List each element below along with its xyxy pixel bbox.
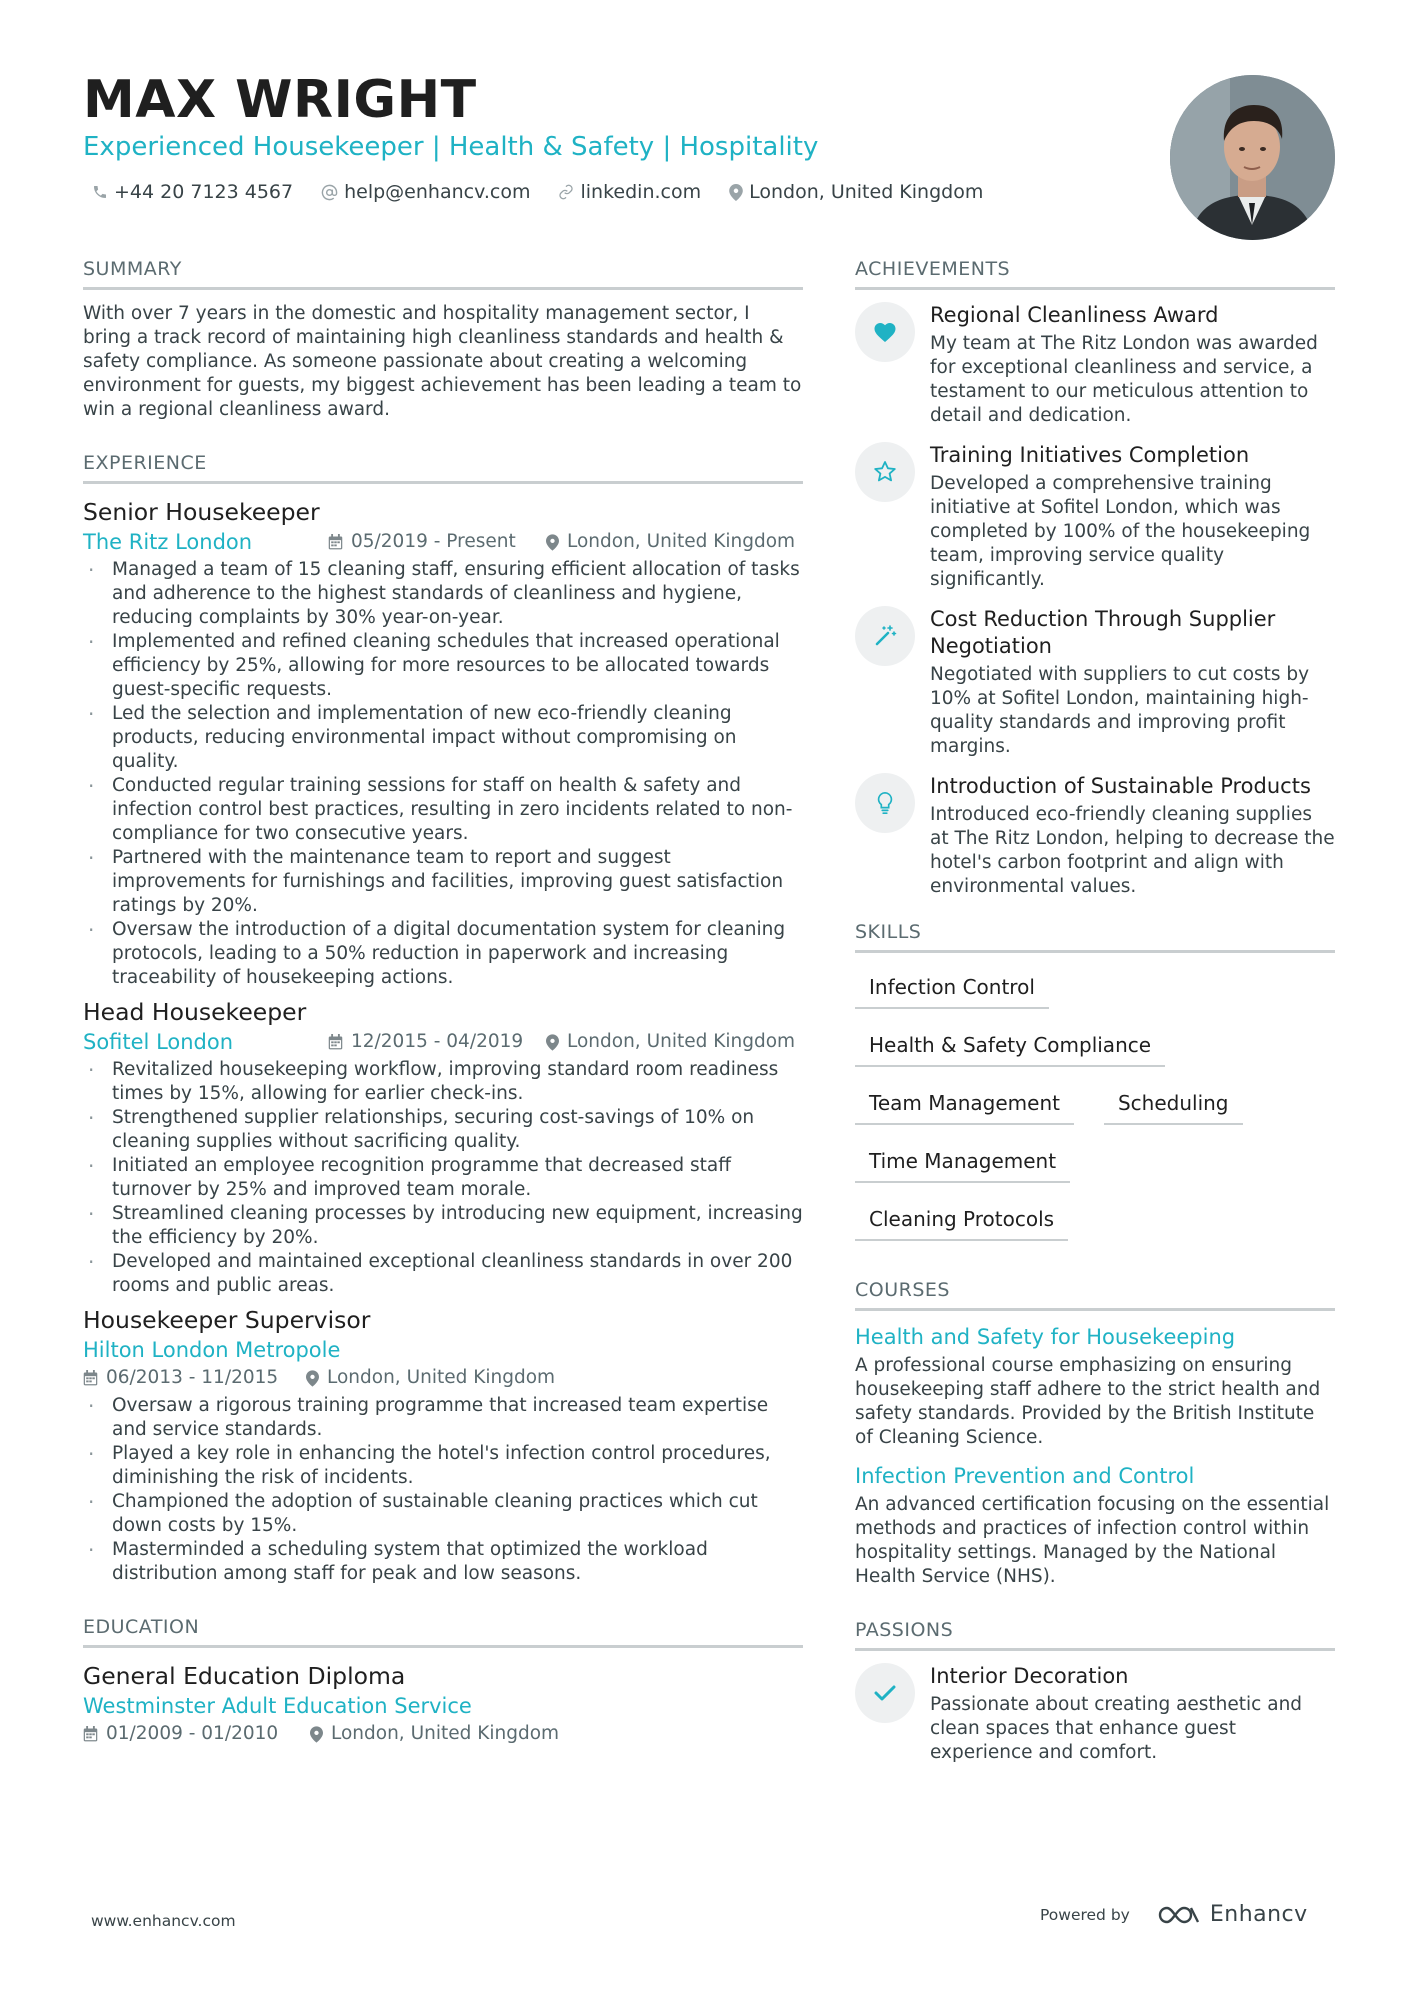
list-item: · Initiated an employee recognition programme that decreased staff turnover by 25% and improved team morale. xyxy=(83,1154,803,1202)
calendar-icon xyxy=(83,1370,98,1386)
achievement-icon-badge xyxy=(855,606,915,666)
list-item: · Conducted regular training sessions for staff on health & safety and infection control best practices, resulting in zero incidents related to non-compliance for two consecutive years. xyxy=(83,774,803,846)
avatar xyxy=(1170,75,1335,240)
achievements-heading: ACHIEVEMENTS xyxy=(855,256,1335,290)
right-column xyxy=(855,256,1335,1779)
achievement-icon-badge xyxy=(855,773,915,833)
calendar-icon xyxy=(83,1726,98,1742)
skills-section xyxy=(855,919,1335,1255)
location-pin-icon xyxy=(546,1034,559,1051)
summary-heading: SUMMARY xyxy=(83,256,803,290)
achievement-item xyxy=(855,442,1335,592)
brand-name: Enhancv xyxy=(1209,1902,1308,1927)
achievement-item xyxy=(855,302,1335,428)
phone-text: +44 20 7123 4567 xyxy=(114,181,294,203)
passions-section xyxy=(855,1617,1335,1765)
footer-website[interactable]: www.enhancv.com xyxy=(91,1912,236,1930)
list-item: · Managed a team of 15 cleaning staff, ensuring efficient allocation of tasks and adherence to the highest standards of cleanliness and hygiene, reducing complaints by 30% year-on-year. xyxy=(83,558,803,630)
passion-item xyxy=(855,1663,1335,1765)
skill-tag: Time Management xyxy=(855,1139,1070,1183)
contact-location xyxy=(729,181,983,203)
list-item: · Streamlined cleaning processes by introducing new equipment, increasing the efficiency by 20%. xyxy=(83,1202,803,1250)
job-dates xyxy=(328,528,546,556)
job-bullets xyxy=(83,558,803,990)
list-item: · Masterminded a scheduling system that optimized the workload distribution among staff for peak and low seasons. xyxy=(83,1538,803,1586)
passions-heading: PASSIONS xyxy=(855,1617,1335,1651)
achievement-title: Introduction of Sustainable Products xyxy=(930,774,1311,798)
job-meta xyxy=(83,1336,803,1364)
job-location xyxy=(546,1028,795,1056)
achievements-section xyxy=(855,256,1335,899)
passion-title: Interior Decoration xyxy=(930,1664,1129,1688)
achievement-body xyxy=(930,442,1335,592)
job-dates-text: 12/2015 - 04/2019 xyxy=(351,1031,524,1052)
star-icon xyxy=(873,460,897,484)
job-entry xyxy=(83,1304,803,1586)
location-pin-icon xyxy=(729,184,743,201)
phone-icon xyxy=(92,184,108,200)
passion-icon-badge xyxy=(855,1663,915,1723)
achievement-title: Regional Cleanliness Award xyxy=(930,303,1219,327)
achievement-item xyxy=(855,606,1335,759)
achievement-icon-badge xyxy=(855,442,915,502)
course-item xyxy=(855,1462,1335,1589)
list-item: · Oversaw a rigorous training programme that increased team expertise and service standards. xyxy=(83,1394,803,1442)
magic-wand-icon xyxy=(873,624,897,648)
skills-heading: SKILLS xyxy=(855,919,1335,953)
passion-desc: Passionate about creating aesthetic and clean spaces that enhance guest experience and comfort. xyxy=(930,1694,1303,1763)
skill-tag: Team Management xyxy=(855,1081,1074,1125)
enhancv-logo-icon xyxy=(1156,1903,1202,1927)
job-location-text: London, United Kingdom xyxy=(567,531,796,552)
skill-tag: Scheduling xyxy=(1104,1081,1243,1125)
experience-section xyxy=(83,450,803,1586)
course-title: Infection Prevention and Control xyxy=(855,1464,1195,1488)
skill-tag: Infection Control xyxy=(855,965,1049,1009)
location-pin-icon xyxy=(306,1370,319,1387)
heart-icon xyxy=(873,321,897,343)
location-pin-icon xyxy=(546,534,559,551)
linkedin-text: linkedin.com xyxy=(580,181,702,203)
contact-phone[interactable] xyxy=(92,181,293,203)
education-dates xyxy=(83,1720,310,1748)
job-company: The Ritz London xyxy=(83,530,253,554)
education-meta xyxy=(83,1720,803,1748)
at-sign-icon xyxy=(321,184,338,201)
job-bullets xyxy=(83,1058,803,1298)
job-meta xyxy=(83,1364,803,1392)
list-item: · Partnered with the maintenance team to report and suggest improvements for furnishings and facilities, improving guest satisfaction ratings by 20%. xyxy=(83,846,803,918)
list-item: · Implemented and refined cleaning schedules that increased operational efficiency by 25%, allowing for more resources to be allocated towards guest-specific requests. xyxy=(83,630,803,702)
achievement-body xyxy=(930,606,1335,759)
location-text: London, United Kingdom xyxy=(749,181,984,203)
achievement-desc: My team at The Ritz London was awarded for exceptional cleanliness and service, a testament to our meticulous attention to detail and dedication. xyxy=(930,333,1318,426)
skill-tag: Health & Safety Compliance xyxy=(855,1023,1165,1067)
candidate-title: Experienced Housekeeper | Health & Safety | Hospitality xyxy=(83,132,819,162)
education-meta xyxy=(83,1692,803,1720)
job-company: Sofitel London xyxy=(83,1030,234,1054)
calendar-icon xyxy=(328,1034,343,1050)
job-meta xyxy=(83,1028,803,1056)
job-company: Hilton London Metropole xyxy=(83,1338,341,1362)
summary-section xyxy=(83,256,803,422)
job-title: Housekeeper Supervisor xyxy=(83,1306,371,1334)
education-location-text: London, United Kingdom xyxy=(331,1723,560,1744)
checkmark-icon xyxy=(874,1684,896,1702)
job-bullets xyxy=(83,1394,803,1586)
passion-body xyxy=(930,1663,1335,1765)
course-desc: A professional course emphasizing on ensuring housekeeping staff adhere to the strict health and safety standards. Provided by the British Institute of Cleaning Science. xyxy=(855,1355,1321,1448)
contact-email[interactable] xyxy=(321,181,530,203)
education-heading: EDUCATION xyxy=(83,1614,803,1648)
list-item: · Played a key role in enhancing the hotel's infection control procedures, diminishing the risk of incidents. xyxy=(83,1442,803,1490)
profile-photo xyxy=(1170,75,1335,240)
job-title: Head Housekeeper xyxy=(83,998,307,1026)
school-name: Westminster Adult Education Service xyxy=(83,1694,472,1718)
experience-heading: EXPERIENCE xyxy=(83,450,803,484)
achievement-desc: Negotiated with suppliers to cut costs by 10% at Sofitel London, maintaining high-quality standards and improving profit margins. xyxy=(930,664,1310,757)
job-dates xyxy=(328,1028,546,1056)
candidate-name: MAX WRIGHT xyxy=(83,70,477,130)
achievement-title: Cost Reduction Through Supplier Negotiation xyxy=(930,607,1276,658)
list-item: · Led the selection and implementation of new eco-friendly cleaning products, reducing environmental impact without compromising on quality. xyxy=(83,702,803,774)
skill-tag: Cleaning Protocols xyxy=(855,1197,1068,1241)
location-pin-icon xyxy=(310,1726,323,1743)
achievement-body xyxy=(930,302,1335,428)
courses-heading: COURSES xyxy=(855,1277,1335,1311)
left-column xyxy=(83,256,803,1748)
job-dates-text: 05/2019 - Present xyxy=(351,531,516,552)
contact-linkedin[interactable] xyxy=(558,181,701,203)
job-entry xyxy=(83,996,803,1298)
calendar-icon xyxy=(328,534,343,550)
achievement-desc: Introduced eco-friendly cleaning supplies at The Ritz London, helping to decrease the hotel's carbon footprint and align with environmental values. xyxy=(930,804,1335,897)
education-section xyxy=(83,1614,803,1748)
education-dates-text: 01/2009 - 01/2010 xyxy=(106,1723,279,1744)
course-item xyxy=(855,1323,1335,1450)
job-title: Senior Housekeeper xyxy=(83,498,320,526)
achievement-item xyxy=(855,773,1335,899)
list-item: · Developed and maintained exceptional cleanliness standards in over 200 rooms and public areas. xyxy=(83,1250,803,1298)
list-item: · Oversaw the introduction of a digital documentation system for cleaning protocols, leading to a 50% reduction in paperwork and increasing traceability of housekeeping actions. xyxy=(83,918,803,990)
link-icon xyxy=(558,184,574,200)
degree-title: General Education Diploma xyxy=(83,1662,406,1690)
job-dates-text: 06/2013 - 11/2015 xyxy=(106,1367,279,1388)
job-location-text: London, United Kingdom xyxy=(567,1031,796,1052)
job-entry xyxy=(83,496,803,990)
job-meta xyxy=(83,528,803,556)
list-item: · Revitalized housekeeping workflow, improving standard room readiness times by 15%, allowing for earlier check-ins. xyxy=(83,1058,803,1106)
course-desc: An advanced certification focusing on the essential methods and practices of infection control within hospitality settings. Managed by the National Health Service (NHS). xyxy=(855,1494,1330,1587)
education-location xyxy=(310,1720,559,1748)
list-item: · Championed the adoption of sustainable cleaning practices which cut down costs by 15%. xyxy=(83,1490,803,1538)
job-location xyxy=(306,1364,555,1392)
job-location-text: London, United Kingdom xyxy=(327,1367,556,1388)
achievement-body xyxy=(930,773,1335,899)
course-title: Health and Safety for Housekeeping xyxy=(855,1325,1236,1349)
contact-bar xyxy=(92,177,1011,207)
powered-by-label: Powered by xyxy=(1040,1905,1130,1924)
email-text: help@enhancv.com xyxy=(344,181,531,203)
skills-list xyxy=(855,965,1335,1255)
summary-text: With over 7 years in the domestic and hospitality management sector, I bring a track record of maintaining high cleanliness standards and health & safety compliance. As someone passionate about creating a welcoming environment for guests, my biggest achievement has been leading a team to win a regional cleanliness award. xyxy=(83,303,802,420)
job-dates xyxy=(83,1364,306,1392)
list-item: · Strengthened supplier relationships, securing cost-savings of 10% on cleaning supplies without sacrificing quality. xyxy=(83,1106,803,1154)
footer-powered[interactable] xyxy=(1040,1902,1308,1927)
achievement-title: Training Initiatives Completion xyxy=(930,443,1250,467)
courses-section xyxy=(855,1277,1335,1589)
achievement-icon-badge xyxy=(855,302,915,362)
achievement-desc: Developed a comprehensive training initiative at Sofitel London, which was completed by 100% of the housekeeping team, improving service quality significantly. xyxy=(930,473,1311,590)
lightbulb-icon xyxy=(875,791,895,815)
job-location xyxy=(546,528,795,556)
